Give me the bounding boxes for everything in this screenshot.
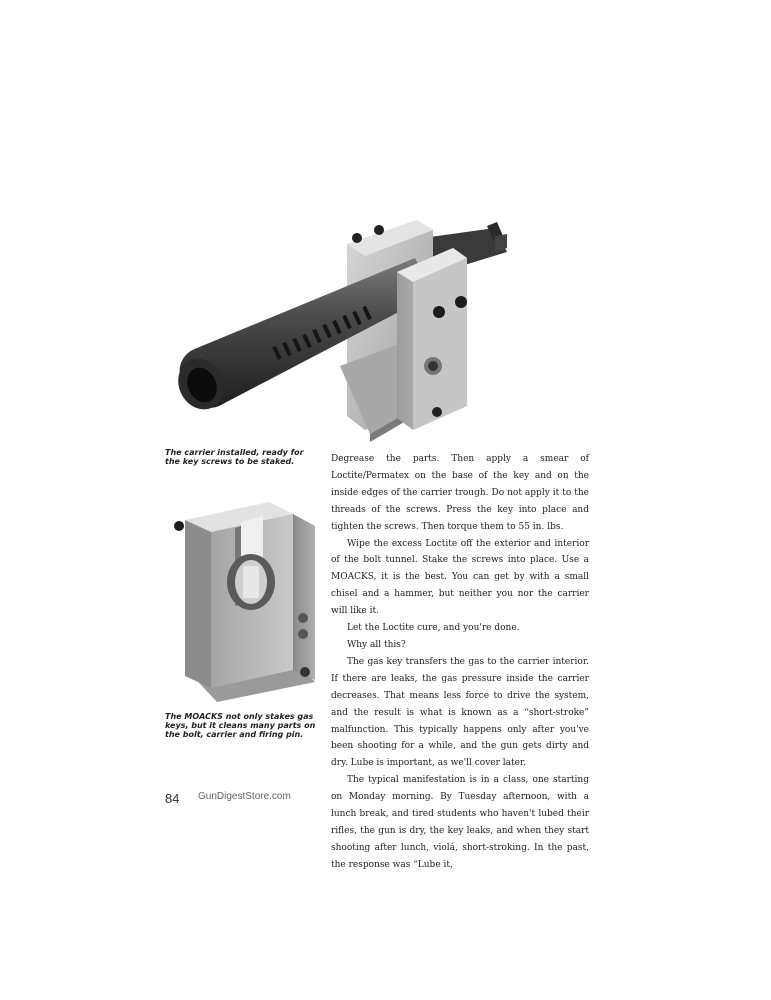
body-text [331, 451, 589, 874]
footer-site: GunDigestStore.com [198, 791, 291, 802]
paragraph: Wipe the excess Loctite off the exterior and interior of the bolt tunnel. Stake the screws into place. Use a MOACKS, it is the best. You can get by with a small chisel and a hammer, but neither you nor the carrier will like it. [331, 538, 589, 617]
paragraph: The gas key transfers the gas to the carrier interior. If there are leaks, the gas pressure inside the carrier decreases. That means less force to drive the system, and the result is what is known as a “short-stroke” malfunction. This typically happens only after you've been shooting for a while, and the gun gets dirty and dry. Lube is important, as we'll cover later. [331, 656, 589, 769]
paragraph: Degrease the parts. Then apply a smear of Loctite/Permatex on the base of the key and on the inside edges of the carrier trough. Do not apply it to the threads of the screws. Press the key into place and tighten the screws. Then torque them to 55 in. lbs. [331, 454, 589, 532]
page-number: 84 [165, 791, 180, 806]
page-footer [165, 788, 291, 807]
figure-caption: The carrier installed, ready for the key screws to be staked. [165, 448, 304, 466]
moacks-illustration [165, 500, 325, 705]
carrier-installed-illustration [165, 216, 508, 442]
paragraph: Why all this? [347, 639, 406, 650]
figure-caption: The MOACKS not only stakes gas keys, but it cleans many parts on the bolt, carrier and firing pin. [165, 712, 316, 739]
paragraph: Let the Loctite cure, and you're done. [347, 623, 520, 634]
paragraph: The typical manifestation is in a class, one starting on Monday morning. By Tuesday afternoon, with a lunch break, and tired students who haven't lubed their rifles, the gun is dry, the key leaks, and when they start shooting after lunch, violá, short-stroking. In the past, the response was “Lube it, [331, 775, 589, 870]
moacks-photo [165, 500, 325, 705]
carrier-installed-photo [165, 216, 508, 442]
